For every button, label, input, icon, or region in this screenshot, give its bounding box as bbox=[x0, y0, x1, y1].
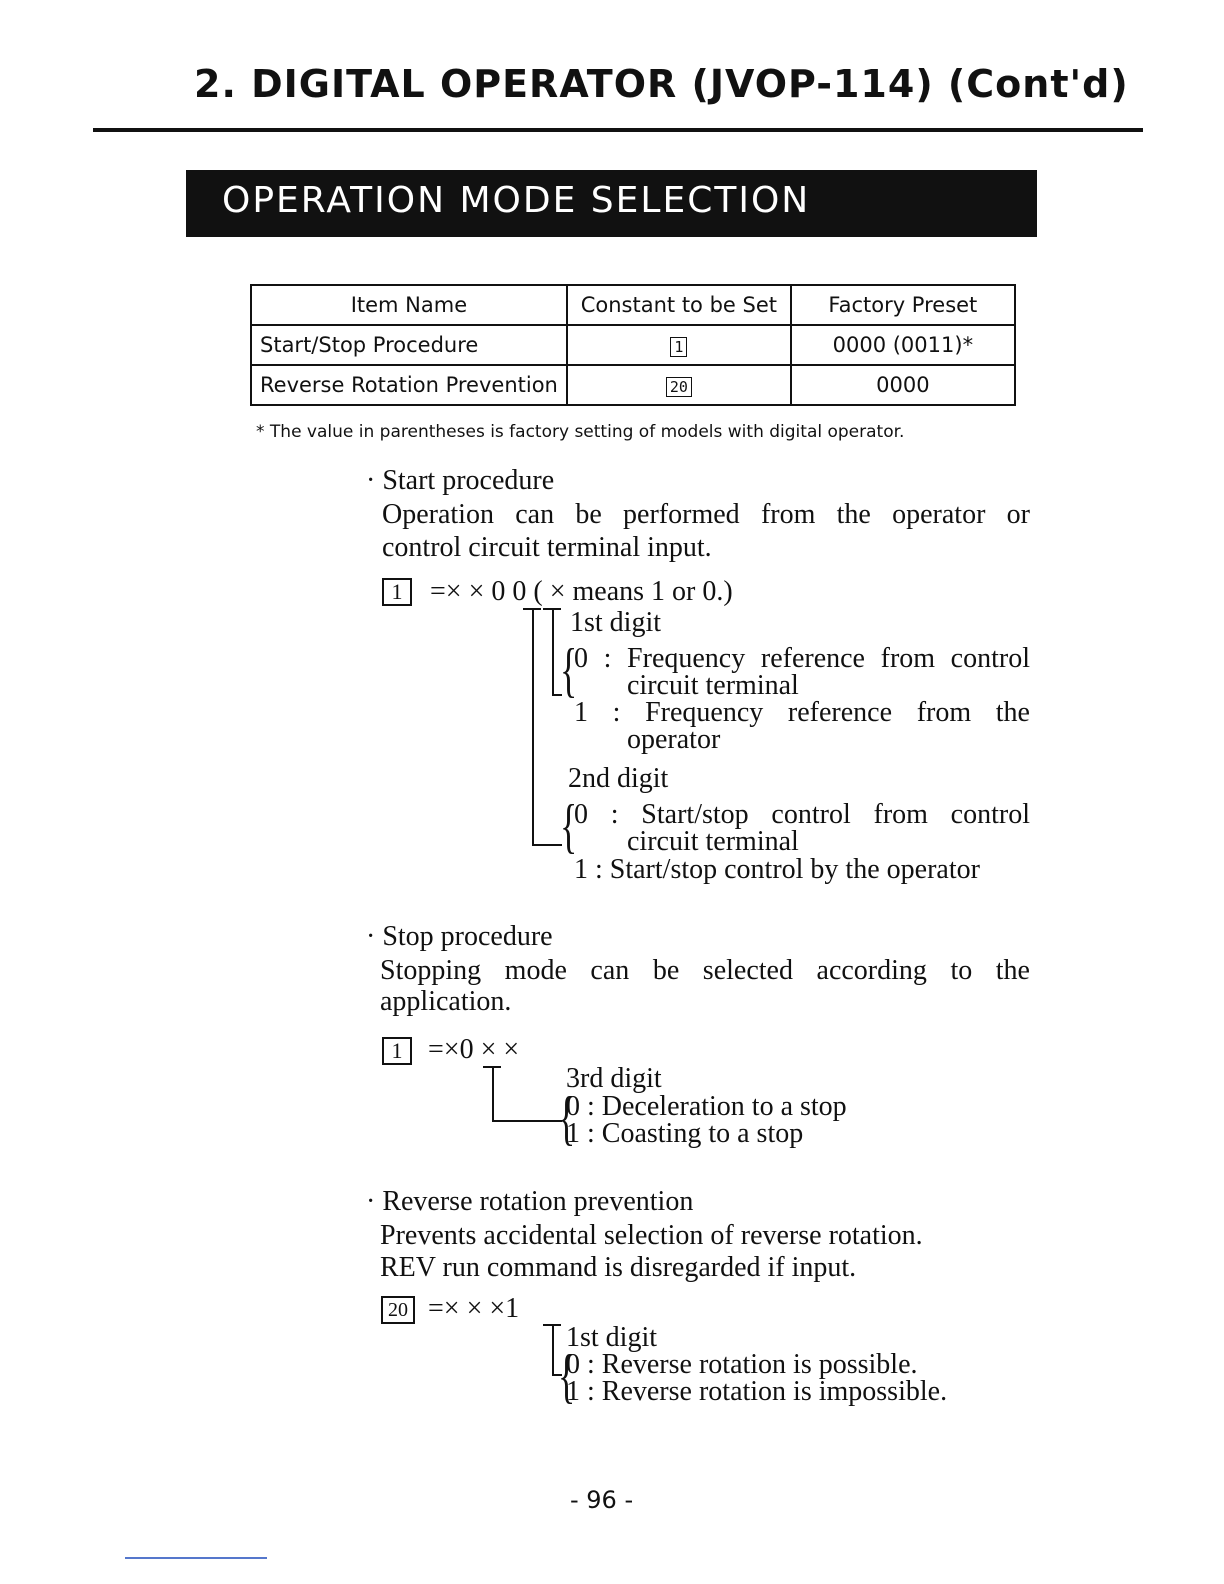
cell-item: Reverse Rotation Prevention bbox=[251, 365, 567, 405]
start-param-box: 1 bbox=[382, 578, 412, 606]
stop-formula: =×0 × × bbox=[428, 1034, 520, 1065]
reverse-digit1-connector-cap bbox=[543, 1324, 561, 1326]
start-d2-opt0-line1: 0 : Start/stop control from control bbox=[574, 799, 1030, 830]
header-item-name: Item Name bbox=[251, 285, 567, 325]
stop-digit3-label: 3rd digit bbox=[566, 1063, 662, 1094]
reverse-opt0: 0 : Reverse rotation is possible. bbox=[566, 1349, 918, 1380]
page-title: 2. DIGITAL OPERATOR (JVOP-114) (Cont'd) bbox=[194, 62, 1129, 106]
reverse-formula: =× × ×1 bbox=[428, 1293, 520, 1324]
start-d1-opt1-line2: operator bbox=[627, 724, 721, 755]
start-heading: · Start procedure bbox=[366, 465, 555, 496]
reverse-digit1-brace: { bbox=[558, 1343, 576, 1409]
stop-opt0: 0 : Deceleration to a stop bbox=[566, 1091, 847, 1122]
digit1-brace: { bbox=[560, 637, 578, 703]
digit3-brace: { bbox=[558, 1085, 576, 1151]
title-rule bbox=[93, 128, 1143, 132]
table-row bbox=[251, 325, 1015, 365]
bottom-link-underline bbox=[125, 1557, 267, 1559]
stop-desc-line2: application. bbox=[380, 986, 512, 1017]
digit3-connector-foot bbox=[492, 1120, 562, 1122]
table-footnote: * The value in parentheses is factory setting of models with digital operator. bbox=[256, 422, 905, 442]
table-row bbox=[251, 365, 1015, 405]
start-d2-opt1: 1 : Start/stop control by the operator bbox=[574, 854, 980, 885]
section-banner-title: OPERATION MODE SELECTION bbox=[222, 180, 811, 221]
header-constant: Constant to be Set bbox=[567, 285, 791, 325]
digit1-connector-cap bbox=[543, 608, 561, 610]
stop-desc-line1: Stopping mode can be selected according to the bbox=[380, 955, 1030, 986]
digit2-connector bbox=[532, 608, 534, 846]
start-desc-line1: Operation can be performed from the operator or bbox=[382, 499, 1030, 530]
stop-opt1: 1 : Coasting to a stop bbox=[566, 1118, 804, 1149]
reverse-desc-line1: Prevents accidental selection of reverse rotation. bbox=[380, 1220, 923, 1251]
reverse-desc-line2: REV run command is disregarded if input. bbox=[380, 1252, 857, 1283]
constant-box: 20 bbox=[666, 377, 692, 397]
digit3-connector-cap bbox=[483, 1066, 501, 1068]
cell-constant bbox=[567, 365, 791, 405]
cell-item: Start/Stop Procedure bbox=[251, 325, 567, 365]
reverse-heading: · Reverse rotation prevention bbox=[366, 1186, 694, 1217]
start-digit1-label: 1st digit bbox=[570, 607, 662, 638]
parameter-table bbox=[250, 284, 1016, 406]
stop-param-box: 1 bbox=[382, 1037, 412, 1065]
start-d1-opt0-line2: circuit terminal bbox=[627, 670, 799, 701]
constant-box: 1 bbox=[670, 337, 687, 357]
start-d1-opt1-line1: 1 : Frequency reference from the bbox=[574, 697, 1030, 728]
reverse-digit1-label: 1st digit bbox=[566, 1322, 658, 1353]
reverse-opt1: 1 : Reverse rotation is impossible. bbox=[566, 1376, 948, 1407]
digit1-connector bbox=[552, 608, 554, 696]
table-header-row bbox=[251, 285, 1015, 325]
cell-preset: 0000 bbox=[791, 365, 1015, 405]
cell-preset: 0000 (0011)* bbox=[791, 325, 1015, 365]
start-digit2-label: 2nd digit bbox=[568, 763, 669, 794]
cell-constant bbox=[567, 325, 791, 365]
digit2-brace: { bbox=[560, 793, 578, 859]
start-formula: =× × 0 0 ( × means 1 or 0.) bbox=[430, 576, 733, 607]
start-d1-opt0-line1: 0 : Frequency reference from control bbox=[574, 643, 1030, 674]
start-desc-line2: control circuit terminal input. bbox=[382, 532, 712, 563]
digit2-connector-foot bbox=[532, 844, 562, 846]
digit2-connector-cap bbox=[523, 608, 541, 610]
reverse-digit1-connector bbox=[552, 1324, 554, 1376]
reverse-param-box: 20 bbox=[381, 1296, 415, 1324]
page-number: - 96 - bbox=[570, 1486, 634, 1514]
stop-heading: · Stop procedure bbox=[366, 921, 553, 952]
digit3-connector bbox=[492, 1066, 494, 1122]
header-factory-preset: Factory Preset bbox=[791, 285, 1015, 325]
start-d2-opt0-line2: circuit terminal bbox=[627, 826, 799, 857]
